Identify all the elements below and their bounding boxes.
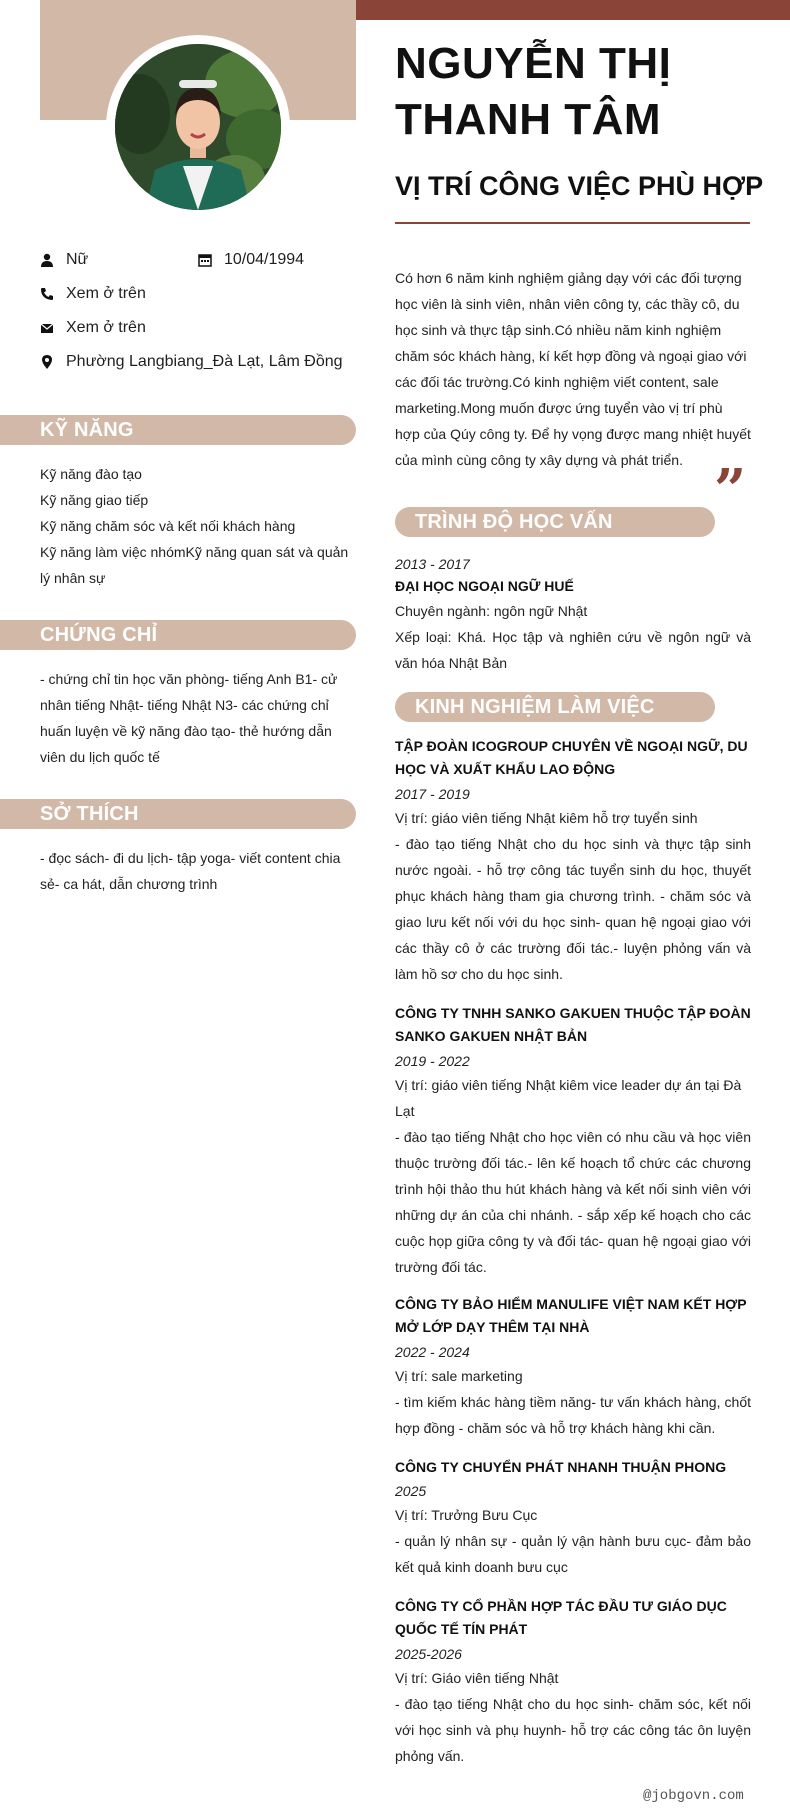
birthday-value: 10/04/1994	[224, 251, 305, 268]
gender-row	[40, 250, 200, 270]
avatar	[115, 44, 281, 210]
job-role: Vị trí: sale marketing	[395, 1368, 523, 1384]
skill-item: Kỹ năng chăm sóc và kết nối khách hàng	[40, 518, 296, 534]
email-row	[40, 318, 360, 338]
education-school: ĐẠI HỌC NGOẠI NGỮ HUẾ	[395, 578, 574, 594]
job-company: CÔNG TY TNHH SANKO GAKUEN THUỘC TẬP ĐOÀN SANKO GAKUEN NHẬT BẢN	[395, 1005, 751, 1044]
phone-icon	[40, 287, 54, 301]
skill-item: Kỹ năng đào tạo	[40, 466, 142, 482]
job-role: Vị trí: giáo viên tiếng Nhật kiêm vice leader dự án tại Đà Lạt	[395, 1077, 742, 1119]
job-company: TẬP ĐOÀN ICOGROUP CHUYÊN VỀ NGOẠI NGỮ, DU HỌC VÀ XUẤT KHẨU LAO ĐỘNG	[395, 738, 748, 777]
job-description: - quản lý nhân sự - quản lý vận hành bưu cục- đảm bảo kết quả kinh doanh bưu cục	[395, 1533, 751, 1575]
title-divider	[395, 222, 750, 224]
location-icon	[40, 355, 54, 369]
skill-item: Kỹ năng giao tiếp	[40, 492, 149, 508]
footer-watermark: @jobgovn.com	[643, 1788, 744, 1804]
job-period: 2022 - 2024	[395, 1344, 470, 1360]
skill-item: Kỹ năng làm việc nhómKỹ năng quan sát và quản lý nhân sự	[40, 544, 349, 586]
job-role: Vị trí: giáo viên tiếng Nhật kiêm hỗ trợ tuyển sinh	[395, 810, 698, 826]
top-accent-bar	[356, 0, 790, 20]
mail-icon	[40, 321, 54, 335]
job-role: Vị trí: Trưởng Bưu Cục	[395, 1507, 538, 1523]
certificates-title: CHỨNG CHỈ	[40, 624, 158, 646]
position-title: VỊ TRÍ CÔNG VIỆC PHÙ HỢP	[395, 171, 764, 201]
user-icon	[40, 253, 54, 267]
job-company: CÔNG TY BẢO HIỂM MANULIFE VIỆT NAM KẾT HỢP MỞ LỚP DẠY THÊM TẠI NHÀ	[395, 1296, 747, 1335]
quote-icon: ”	[714, 457, 747, 523]
job-company: CÔNG TY CỔ PHẦN HỢP TÁC ĐẦU TƯ GIÁO DỤC QUỐC TẾ TÍN PHÁT	[395, 1598, 727, 1637]
education-period: 2013 - 2017	[395, 556, 470, 572]
address-value: Phường Langbiang_Đà Lạt, Lâm Đồng	[66, 353, 343, 370]
job-description: - đào tạo tiếng Nhật cho du học sinh và thực tập sinh nước ngoài. - hỗ trợ công tác tuyển sinh du học, thuyết phục khách hàng tham gia chương trình. - chăm sóc và giao lưu kết nối với du học sinh- quan hệ ngoại giao với các thầy cô ở các trường đối tác.- luyện phỏng vấn và làm hồ sơ cho du học sinh.	[395, 836, 751, 982]
education-grade: Xếp loại: Khá. Học tập và nghiên cứu về ngôn ngữ và văn hóa Nhật Bản	[395, 629, 751, 671]
birthday-row	[198, 250, 358, 270]
job-company: CÔNG TY CHUYỂN PHÁT NHANH THUẬN PHONG	[395, 1459, 727, 1475]
email-value: Xem ở trên	[66, 319, 146, 336]
candidate-name: NGUYỄN THỊ THANH TÂM	[395, 39, 672, 144]
job-description: - đào tạo tiếng Nhật cho học viên có nhu cầu và học viên thuộc trường đối tác.- lên kế hoạch tổ chức các chương trình hội thảo thu hút khách hàng và kết nối sinh viên với những dự án của chi nhánh. - sắp xếp kế hoạch cho các cuộc họp giữa công ty và đối tác- quan hệ ngoại giao với trường đối tác.	[395, 1129, 751, 1275]
job-period: 2019 - 2022	[395, 1053, 470, 1069]
experience-title: KINH NGHIỆM LÀM VIỆC	[415, 696, 655, 718]
job-period: 2025-2026	[395, 1646, 462, 1662]
education-major: Chuyên ngành: ngôn ngữ Nhật	[395, 603, 588, 619]
calendar-icon	[198, 253, 212, 267]
phone-row	[40, 284, 360, 304]
job-role: Vị trí: Giáo viên tiếng Nhật	[395, 1670, 559, 1686]
job-description: - tìm kiếm khác hàng tiềm năng- tư vấn khách hàng, chốt hợp đồng - chăm sóc và hỗ trợ khách hàng khi cần.	[395, 1394, 751, 1436]
phone-value: Xem ở trên	[66, 285, 146, 302]
job-period: 2025	[395, 1483, 427, 1499]
hobbies-text: - đọc sách- đi du lịch- tập yoga- viết content chia sẻ- ca hát, dẫn chương trình	[40, 850, 341, 892]
certificates-text: - chứng chỉ tin học văn phòng- tiếng Anh B1- cử nhân tiếng Nhật- tiếng Nhật N3- các chứng chỉ huấn luyện về kỹ năng đào tạo- thẻ hướng dẫn viên du lịch quốc tế	[40, 671, 338, 765]
job-description: - đào tạo tiếng Nhật cho du học sinh- chăm sóc, kết nối với học sinh và phụ huynh- hỗ trợ các công tác ôn luyện phỏng vấn.	[395, 1696, 751, 1764]
gender-value: Nữ	[66, 251, 89, 268]
skills-list	[40, 461, 358, 591]
summary-text: Có hơn 6 năm kinh nghiệm giảng dạy với các đối tượng học viên là sinh viên, nhân viên công ty, các thầy cô, du học sinh và thực tập sinh.Có nhiều năm kinh nghiệm chăm sóc khách hàng, kí kết hợp đồng và ngoại giao với các đối tác trường.Có kinh nghiệm viết content, sale marketing.Mong muốn được ứng tuyển vào vị trí phù hợp của Qúy công ty. Để hy vọng được mang nhiệt huyết của mình cùng công ty xây dựng và phát triển.	[395, 270, 751, 468]
job-period: 2017 - 2019	[395, 786, 470, 802]
skills-title: KỸ NĂNG	[40, 419, 134, 441]
hobbies-title: SỞ THÍCH	[40, 803, 139, 825]
address-row	[40, 352, 360, 372]
education-title: TRÌNH ĐỘ HỌC VẤN	[415, 511, 613, 533]
